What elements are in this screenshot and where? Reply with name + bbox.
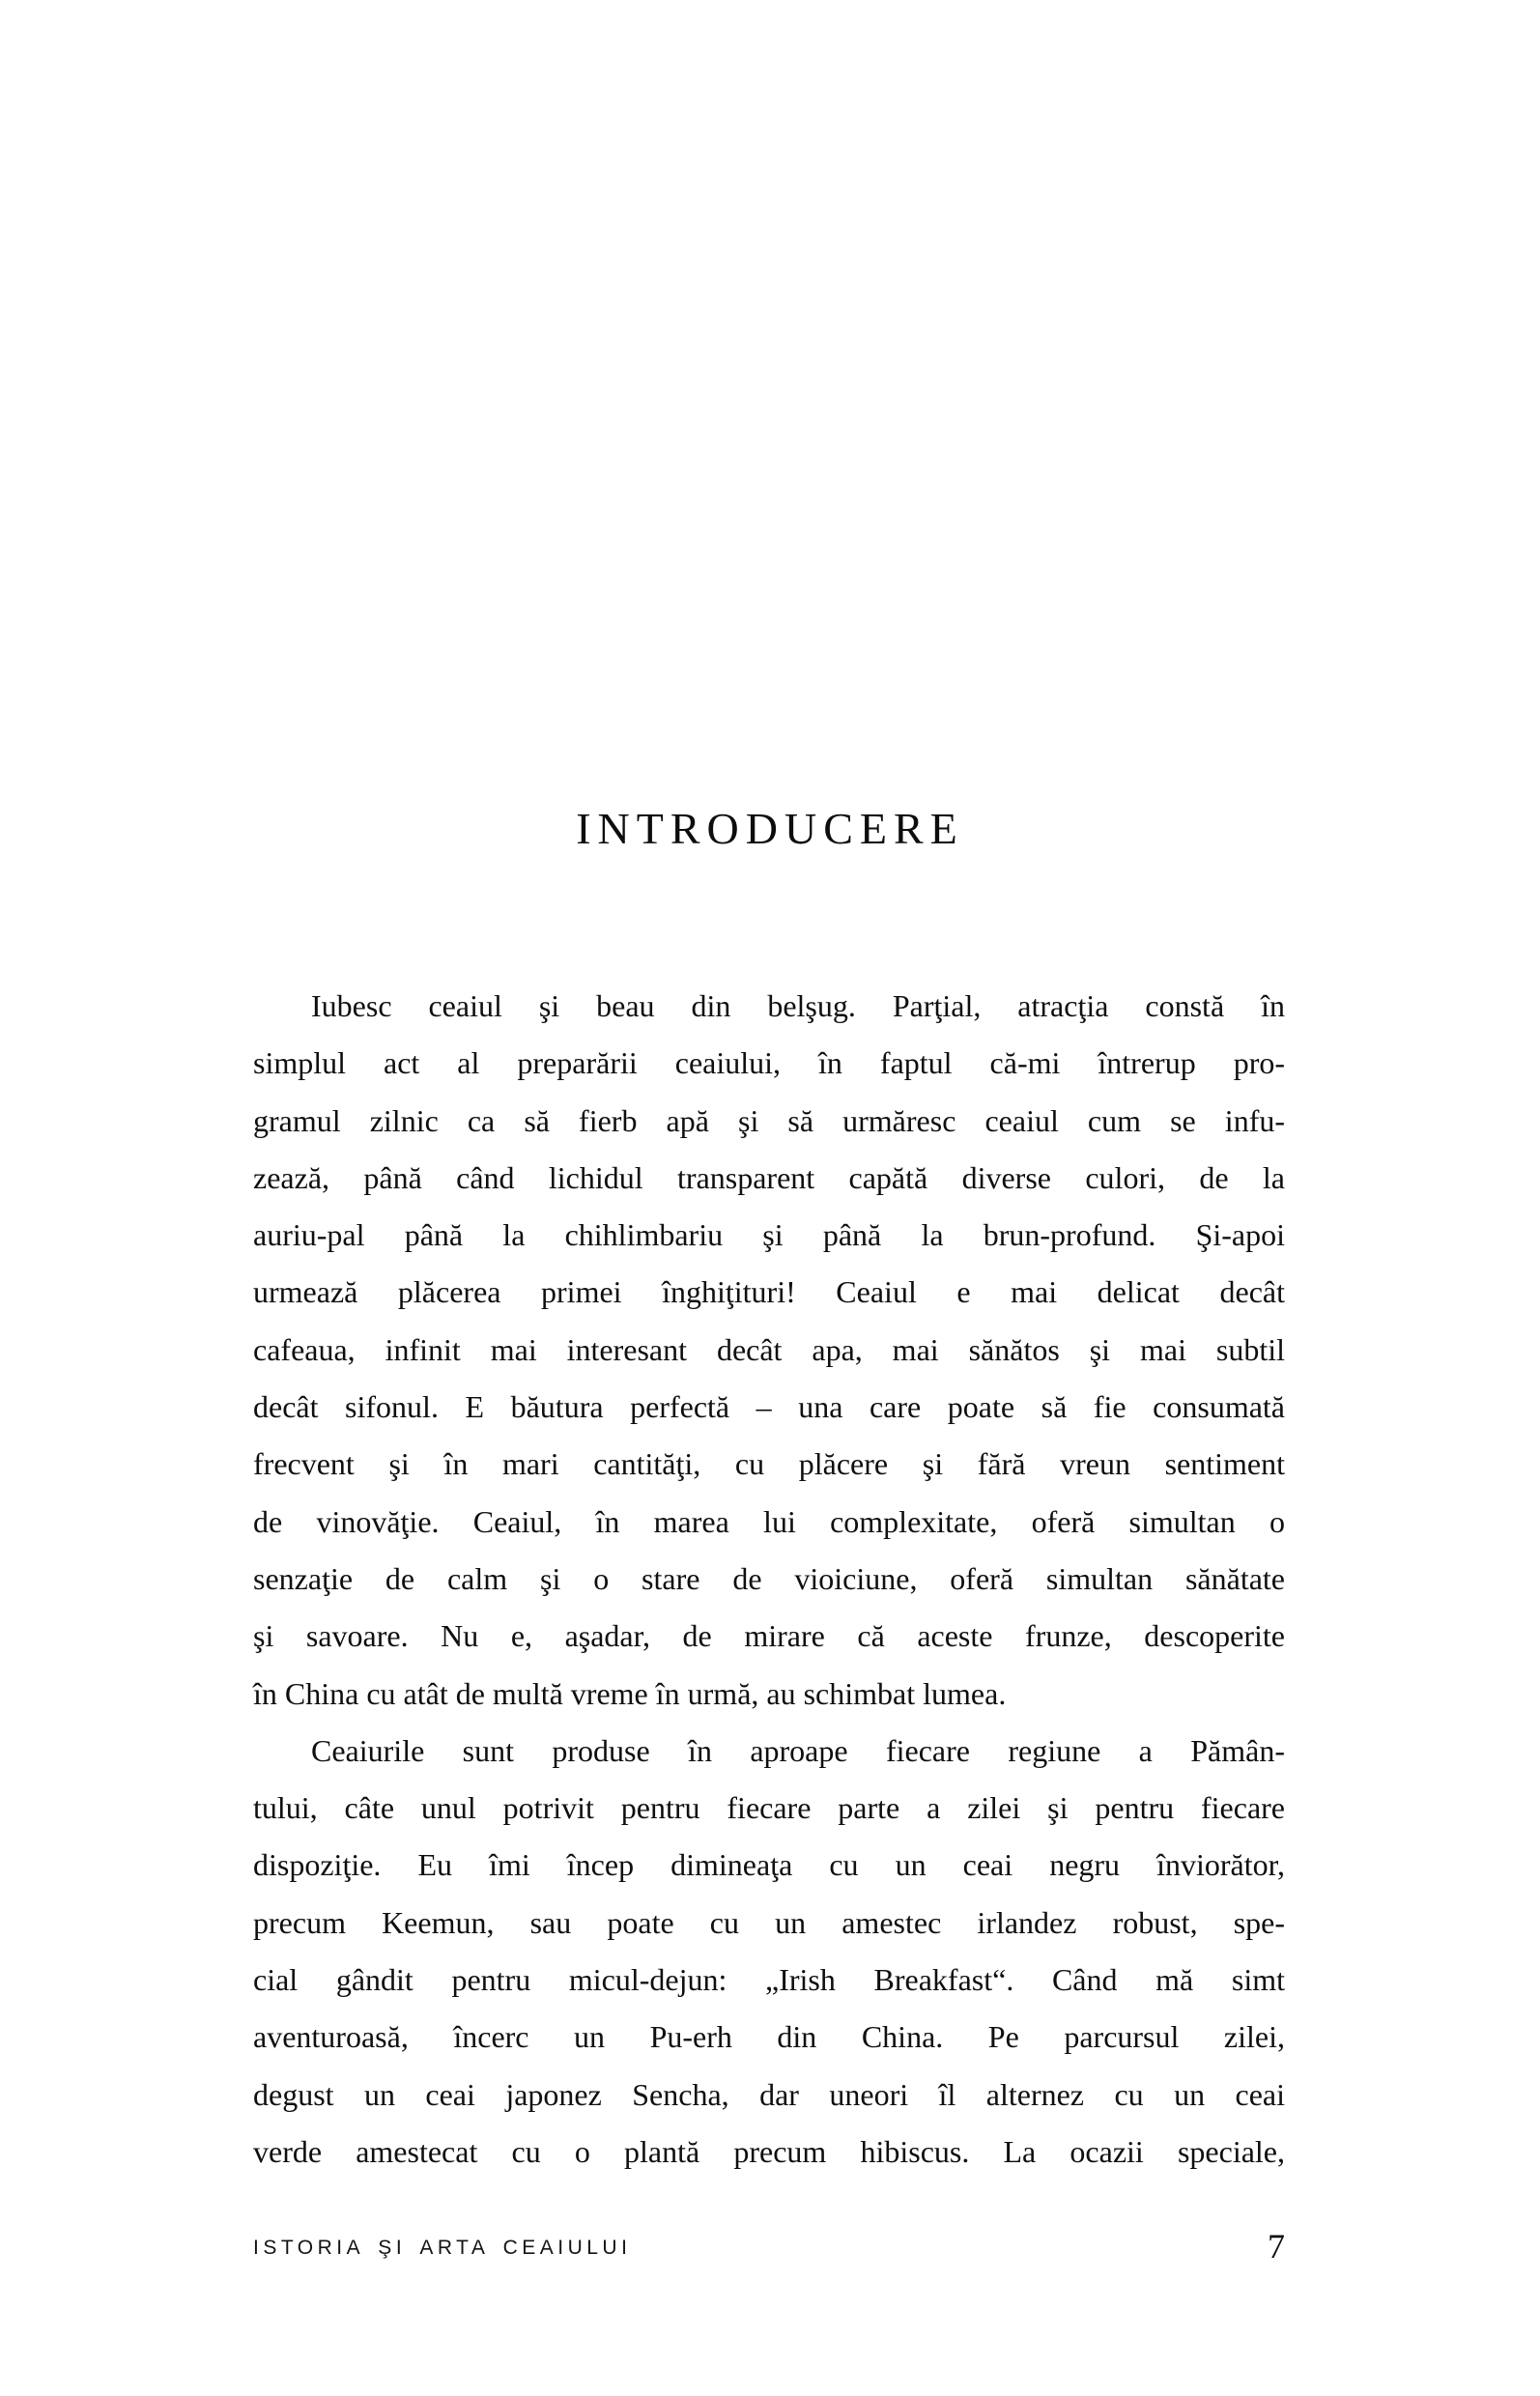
text-line: simplul act al preparării ceaiului, în faptul că-mi întrerup pro- bbox=[253, 1045, 1285, 1081]
text-line: în China cu atât de multă vreme în urmă, au schimbat lumea. bbox=[253, 1675, 1007, 1711]
text-line: zează, până când lichidul transparent capătă diverse culori, de la bbox=[253, 1159, 1285, 1195]
text-line: cafeaua, infinit mai interesant decât apa, mai sănătos şi mai subtil bbox=[253, 1331, 1285, 1367]
text-line: decât sifonul. E băutura perfectă – una care poate să fie consumată bbox=[253, 1389, 1285, 1425]
page-footer bbox=[253, 2222, 1285, 2266]
page-number: 7 bbox=[1268, 2227, 1285, 2266]
paragraph-1 bbox=[253, 978, 1285, 1723]
text-line: Ceaiurile sunt produse în aproape fiecare regiune a Pămân- bbox=[311, 1732, 1285, 1768]
text-line: frecvent şi în mari cantităţi, cu plăcere şi fără vreun sentiment bbox=[253, 1446, 1285, 1482]
text-line: gramul zilnic ca să fierb apă şi să urmăresc ceaiul cum se infu- bbox=[253, 1102, 1285, 1138]
text-line: Iubesc ceaiul şi beau din belşug. Parţial, atracţia constă în bbox=[311, 988, 1285, 1023]
text-line: auriu-pal până la chihlimbariu şi până la brun-profund. Şi-apoi bbox=[253, 1217, 1285, 1253]
text-line: urmează plăcerea primei înghiţituri! Ceaiul e mai delicat decât bbox=[253, 1274, 1285, 1310]
text-line: şi savoare. Nu e, aşadar, de mirare că aceste frunze, descoperite bbox=[253, 1618, 1285, 1654]
running-title: ISTORIA ŞI ARTA CEAIULUI bbox=[253, 2237, 632, 2259]
text-line: aventuroasă, încerc un Pu-erh din China. Pe parcursul zilei, bbox=[253, 2019, 1285, 2055]
body-text bbox=[253, 978, 1285, 2181]
text-line: precum Keemun, sau poate cu un amestec irlandez robust, spe- bbox=[253, 1904, 1285, 1940]
text-line: tului, câte unul potrivit pentru fiecare parte a zilei şi pentru fiecare bbox=[253, 1790, 1285, 1826]
text-line: de vinovăţie. Ceaiul, în marea lui complexitate, oferă simultan o bbox=[253, 1503, 1285, 1539]
text-line: dispoziţie. Eu îmi încep dimineaţa cu un ceai negru înviorător, bbox=[253, 1847, 1285, 1883]
paragraph-2 bbox=[253, 1723, 1285, 2181]
text-line: degust un ceai japonez Sencha, dar uneori îl alternez cu un ceai bbox=[253, 2076, 1285, 2112]
text-line: verde amestecat cu o plantă precum hibiscus. La ocazii speciale, bbox=[253, 2133, 1285, 2169]
chapter-title: INTRODUCERE bbox=[576, 804, 964, 853]
text-line: senzaţie de calm şi o stare de vioiciune, oferă simultan sănătate bbox=[253, 1560, 1285, 1596]
text-line: cial gândit pentru micul-dejun: „Irish Breakfast“. Când mă simt bbox=[253, 1962, 1285, 1998]
